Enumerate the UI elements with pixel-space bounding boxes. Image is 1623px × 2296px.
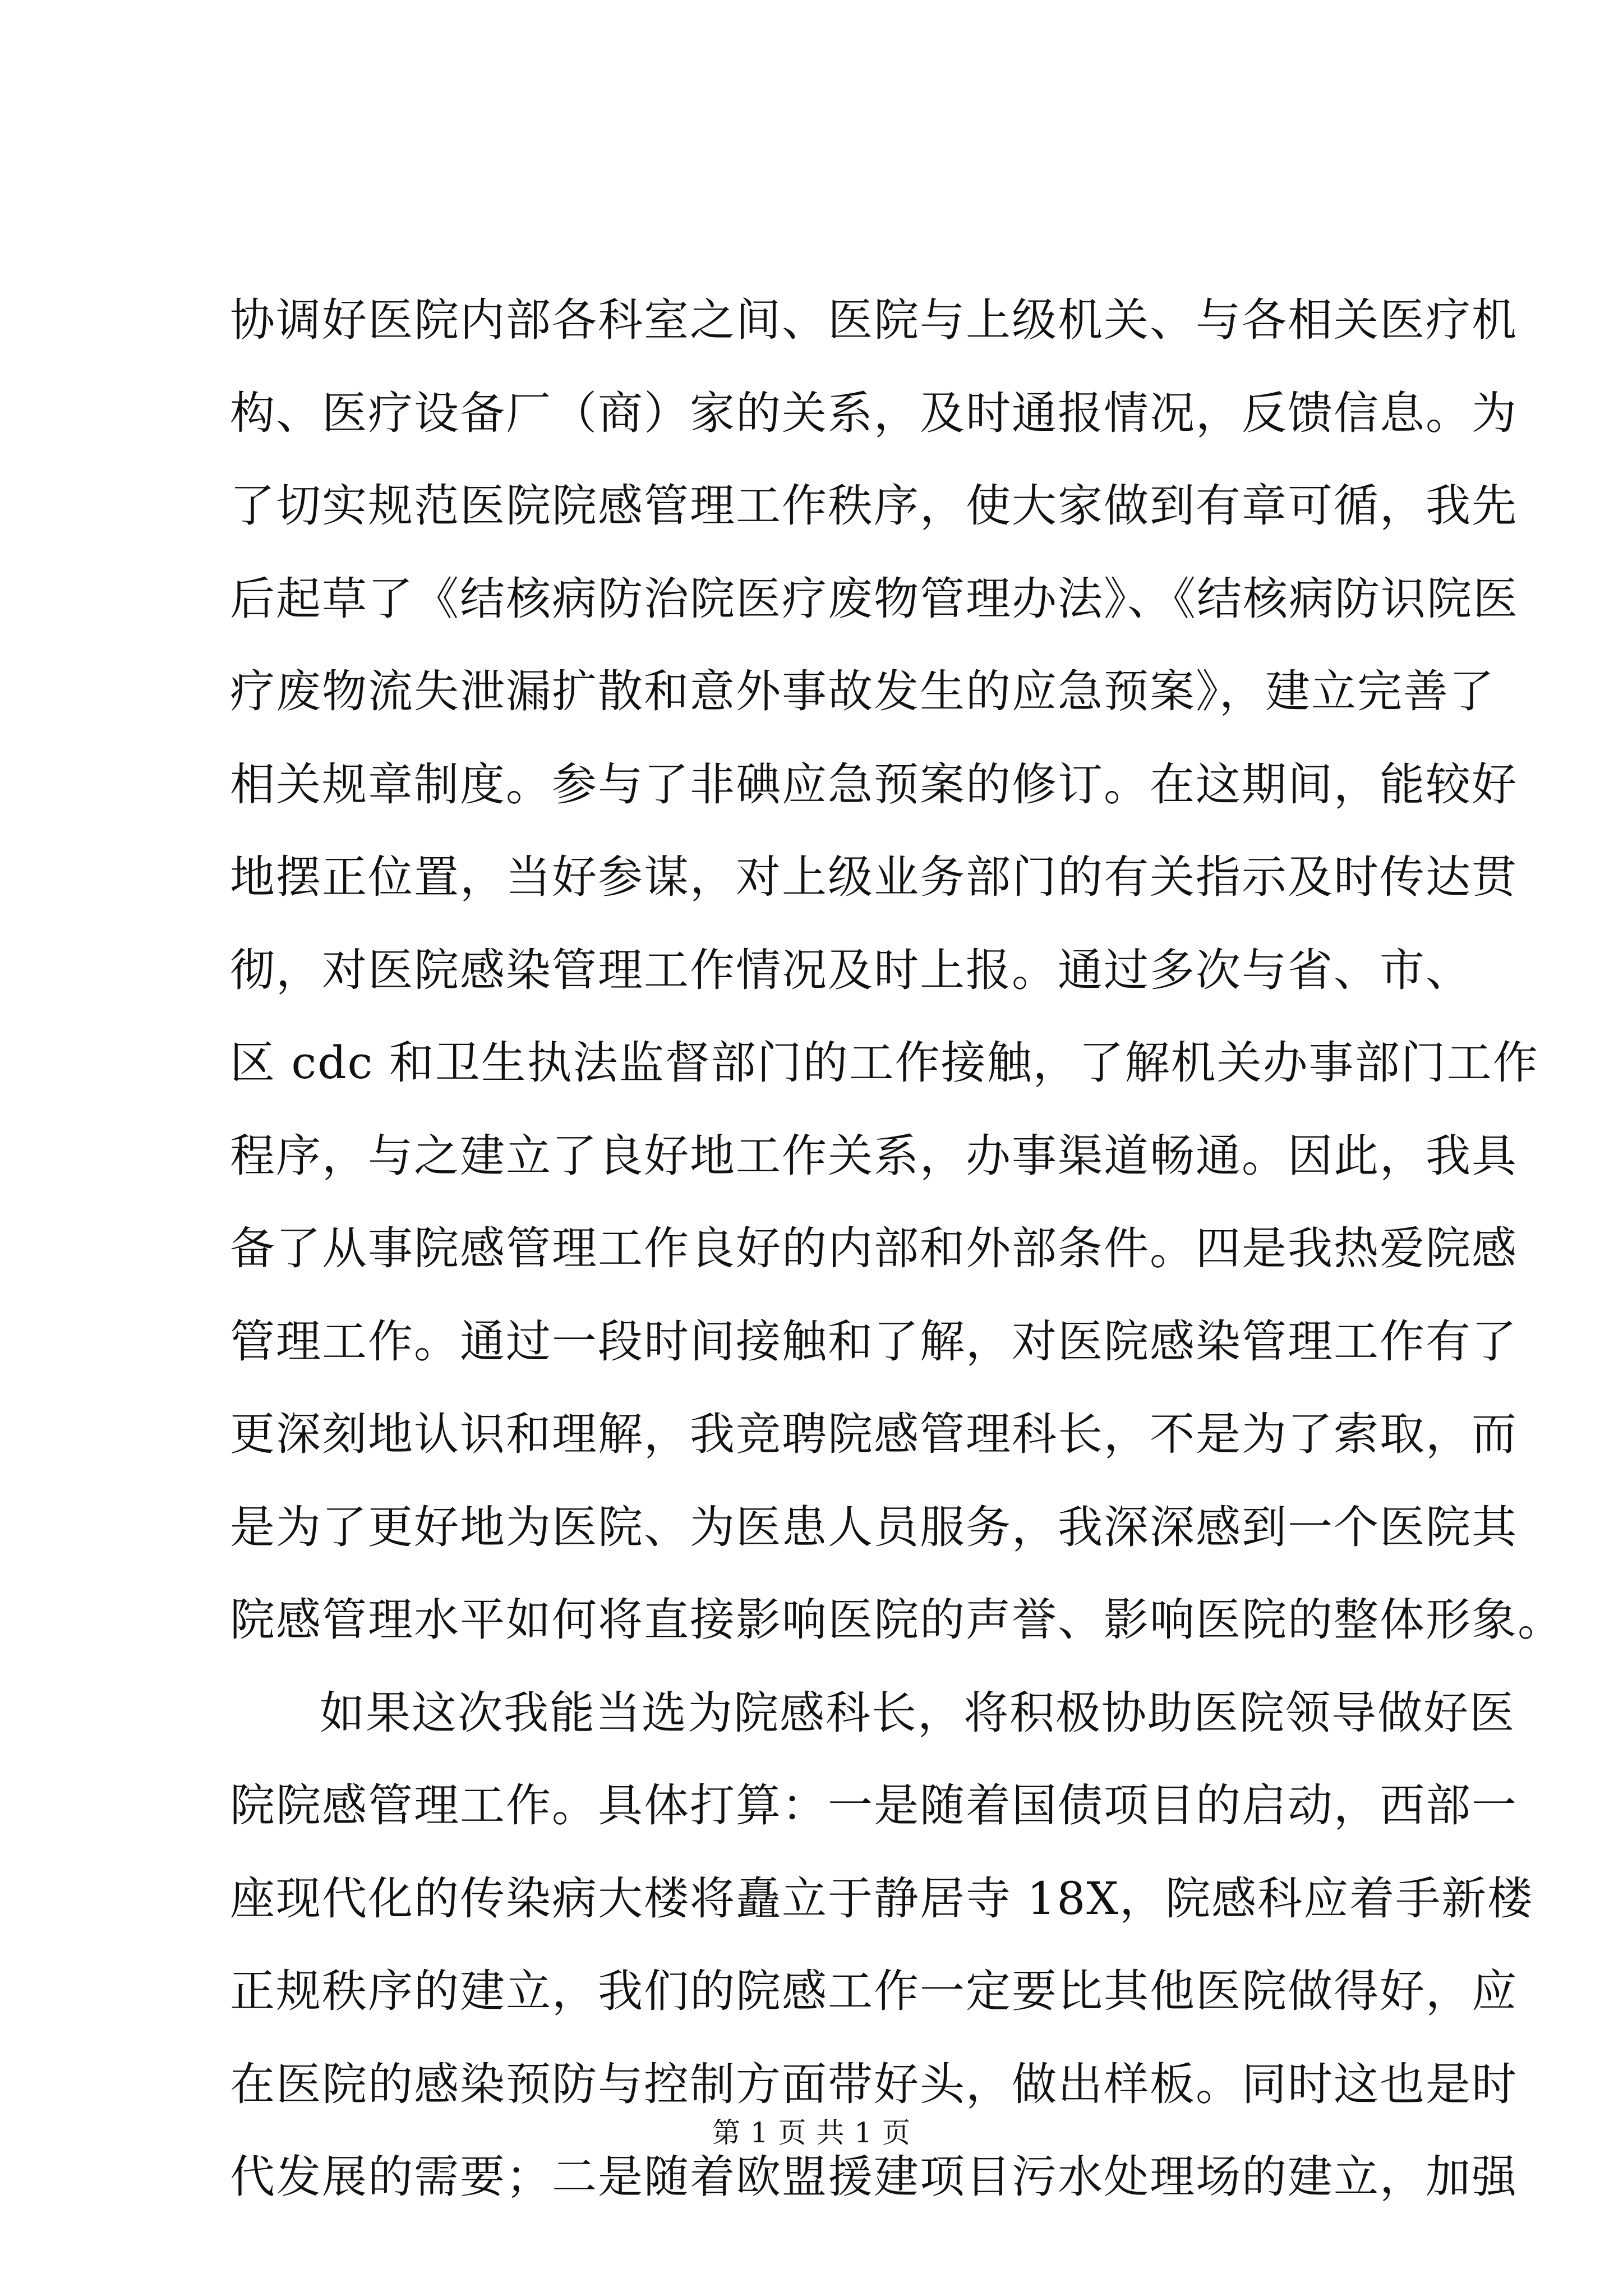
text-line: 备了从事院感管理工作良好的内部和外部条件。四是我热爱院感 bbox=[230, 1222, 1518, 1274]
text-line: 区 cdc 和卫生执法监督部门的工作接触，了解机关办事部门工作 bbox=[230, 1037, 1539, 1089]
text-line: 在医院的感染预防与控制方面带好头，做出样板。同时这也是时 bbox=[230, 2058, 1518, 2110]
text-line: 构、医疗设备厂（商）家的关系，及时通报情况，反馈信息。为 bbox=[230, 386, 1518, 439]
text-line: 协调好医院内部各科室之间、医院与上级机关、与各相关医疗机 bbox=[230, 294, 1518, 346]
text-line: 院院感管理工作。具体打算：一是随着国债项目的启动，西部一 bbox=[230, 1779, 1518, 1832]
text-line: 正规秩序的建立，我们的院感工作一定要比其他医院做得好，应 bbox=[230, 1965, 1518, 2017]
text-line: 程序，与之建立了良好地工作关系，办事渠道畅通。因此，我具 bbox=[230, 1129, 1518, 1182]
text-line: 是为了更好地为医院、为医患人员服务，我深深感到一个医院其 bbox=[230, 1501, 1518, 1553]
text-line: 相关规章制度。参与了非碘应急预案的修订。在这期间，能较好 bbox=[230, 758, 1518, 811]
page-footer: 第 1 页 共 1 页 bbox=[712, 2116, 911, 2149]
text-line: 院感管理水平如何将直接影响医院的声誉、影响医院的整体形象。 bbox=[230, 1594, 1564, 1646]
body-text bbox=[230, 274, 1564, 2224]
text-line: 后起草了《结核病防治院医疗废物管理办法》、《结核病防识院医 bbox=[230, 572, 1519, 625]
text-line: 疗废物流失泄漏扩散和意外事故发生的应急预案》，建立完善了 bbox=[230, 665, 1495, 717]
text-line: 了切实规范医院院感管理工作秩序，使大家做到有章可循，我先 bbox=[230, 480, 1518, 532]
text-line: 管理工作。通过一段时间接触和了解，对医院感染管理工作有了 bbox=[230, 1315, 1518, 1368]
text-line: 地摆正位置，当好参谋，对上级业务部门的有关指示及时传达贯 bbox=[230, 851, 1518, 903]
text-line: 更深刻地认识和理解，我竞聘院感管理科长，不是为了索取，而 bbox=[230, 1408, 1518, 1460]
text-line: 彻，对医院感染管理工作情况及时上报。通过多次与省、市、 bbox=[230, 944, 1472, 996]
text-line: 代发展的需要；二是随着欧盟援建项目污水处理场的建立，加强 bbox=[230, 2151, 1518, 2203]
text-line: 座现代化的传染病大楼将矗立于静居寺 18X，院感科应着手新楼 bbox=[230, 1872, 1534, 1925]
text-line: 如果这次我能当选为院感科长，将积极协助医院领导做好医 bbox=[320, 1686, 1515, 1739]
